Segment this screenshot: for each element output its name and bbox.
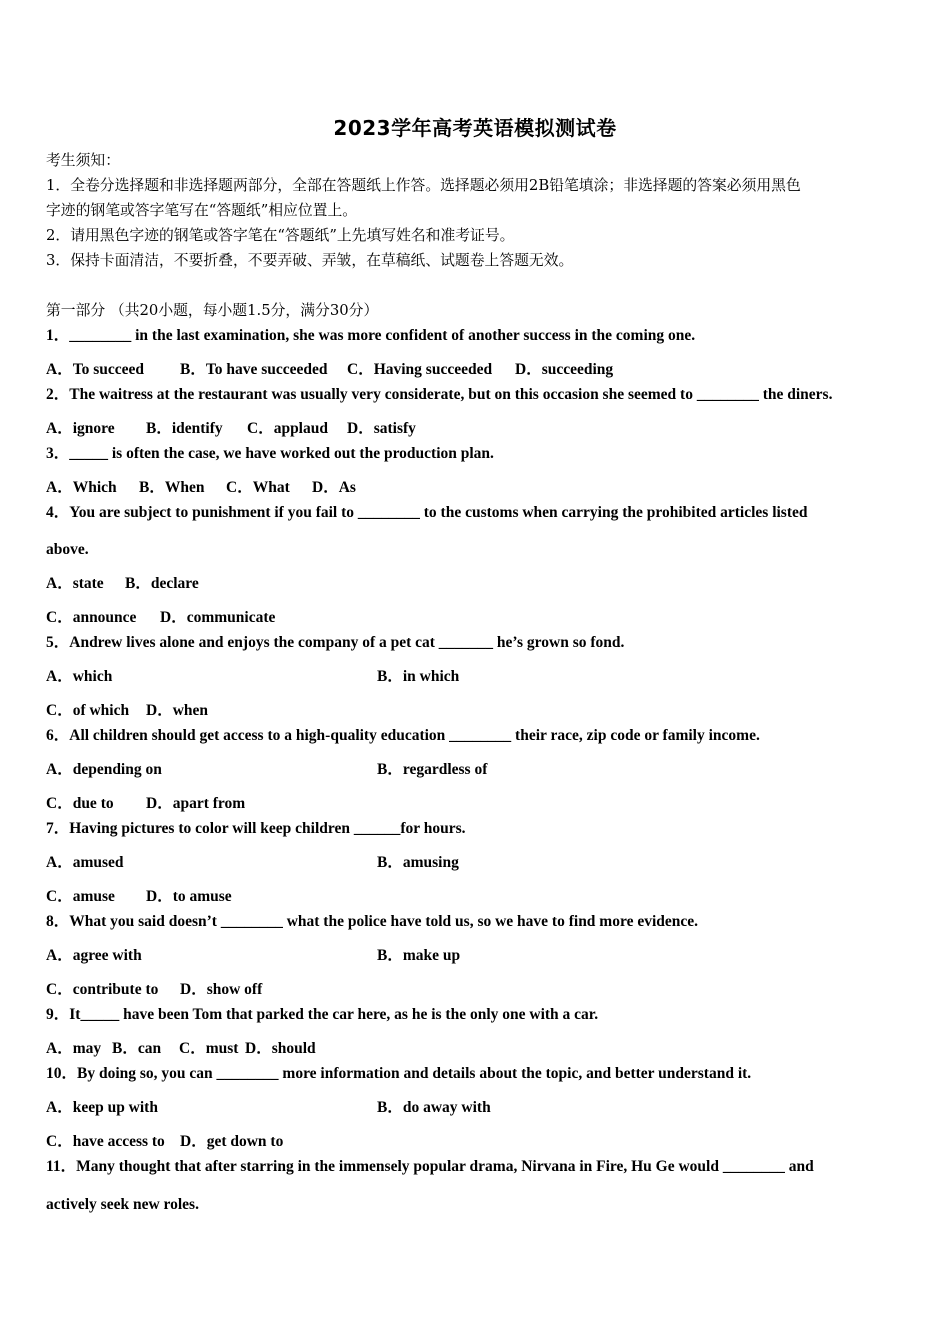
option: A．Which [46, 479, 117, 496]
option: D．succeeding [515, 361, 614, 378]
option: A．state [46, 575, 104, 592]
notice-heading: 考生须知： [46, 152, 120, 169]
option: C．must [179, 1040, 239, 1057]
option: B．When [139, 479, 205, 496]
notice-item: 2．请用黑色字迹的钢笔或答字笔在“答题纸”上先填写姓名和准考证号。 [46, 227, 515, 244]
question-stem: 5．Andrew lives alone and enjoys the company of a pet cat _______ he’s grown so fond. [46, 634, 625, 651]
option-row [46, 701, 208, 721]
option: C．of which [46, 702, 130, 719]
question-stem: 10．By doing so, you can ________ more information and details about the topic, and better understand it. [46, 1065, 752, 1082]
option: D．to amuse [146, 888, 232, 905]
option: B．identify [146, 420, 223, 437]
option: D．should [245, 1040, 316, 1057]
option-row [46, 574, 199, 594]
option: B．do away with [377, 1099, 491, 1116]
option: A．agree with [46, 947, 142, 964]
option: D．when [146, 702, 209, 719]
option-row [46, 478, 356, 498]
option: B．declare [125, 575, 199, 592]
question-stem-continued: actively seek new roles. [46, 1196, 199, 1213]
option: C．What [226, 479, 290, 496]
option: C．applaud [247, 420, 328, 437]
option-row [46, 419, 416, 439]
option: A．keep up with [46, 1099, 158, 1116]
option: C．have access to [46, 1133, 165, 1150]
option-row [46, 360, 613, 380]
option-row [46, 1132, 283, 1152]
option: D．apart from [146, 795, 246, 812]
option-row [46, 1039, 316, 1059]
option-row [46, 608, 275, 628]
notice-item: 3．保持卡面清洁，不要折叠，不要弄破、弄皱，在草稿纸、试题卷上答题无效。 [46, 252, 574, 269]
option: B．amusing [377, 854, 459, 871]
option: B．in which [377, 668, 460, 685]
option: B．To have succeeded [180, 361, 328, 378]
option: C．contribute to [46, 981, 159, 998]
option: C．due to [46, 795, 114, 812]
question-stem: 3．_____ is often the case, we have worked out the production plan. [46, 445, 494, 462]
option: A．depending on [46, 761, 162, 778]
question-stem: 6．All children should get access to a high-quality education ________ their race, zip code or family income. [46, 727, 760, 744]
question-stem-continued: above. [46, 541, 89, 558]
option: D．get down to [180, 1133, 284, 1150]
option: C．announce [46, 609, 137, 626]
option: B．can [112, 1040, 162, 1057]
option: A．may [46, 1040, 102, 1057]
question-stem: 4．You are subject to punishment if you fail to ________ to the customs when carrying the prohibited articles listed [46, 504, 808, 521]
option-row [46, 980, 262, 1000]
option: D．As [312, 479, 356, 496]
option: C．amuse [46, 888, 115, 905]
question-stem: 11．Many thought that after starring in the immensely popular drama, Nirvana in Fire, Hu Ge would ________ and [46, 1158, 814, 1175]
notice-item: 字迹的钢笔或答字笔写在“答题纸”相应位置上。 [46, 202, 358, 219]
option: A．ignore [46, 420, 115, 437]
option: A．amused [46, 854, 124, 871]
page-title: 2023学年高考英语模拟测试卷 [333, 116, 617, 140]
option: B．regardless of [377, 761, 488, 778]
option-row [46, 794, 245, 814]
option: C．Having succeeded [347, 361, 493, 378]
option: B．make up [377, 947, 461, 964]
option: D．satisfy [347, 420, 416, 437]
question-stem: 7．Having pictures to color will keep children ______for hours. [46, 820, 466, 837]
notice-item: 1．全卷分选择题和非选择题两部分，全部在答题纸上作答。选择题必须用2B铅笔填涂；非选择题的答案必须用黑色 [46, 177, 801, 194]
question-stem: 9．It_____ have been Tom that parked the car here, as he is the only one with a car. [46, 1006, 599, 1023]
option: D．communicate [160, 609, 276, 626]
question-stem: 8．What you said doesn’t ________ what the police have told us, so we have to find more evidence. [46, 913, 699, 930]
option: D．show off [180, 981, 263, 998]
option-row [46, 887, 232, 907]
option: A．To succeed [46, 361, 145, 378]
question-stem: 2．The waitress at the restaurant was usually very considerate, but on this occasion she seemed to ________ the diners. [46, 386, 833, 403]
question-stem: 1．________ in the last examination, she was more confident of another success in the coming one. [46, 327, 696, 344]
option: A．which [46, 668, 113, 685]
section-heading: 第一部分 （共20小题，每小题1.5分，满分30分） [46, 302, 379, 319]
